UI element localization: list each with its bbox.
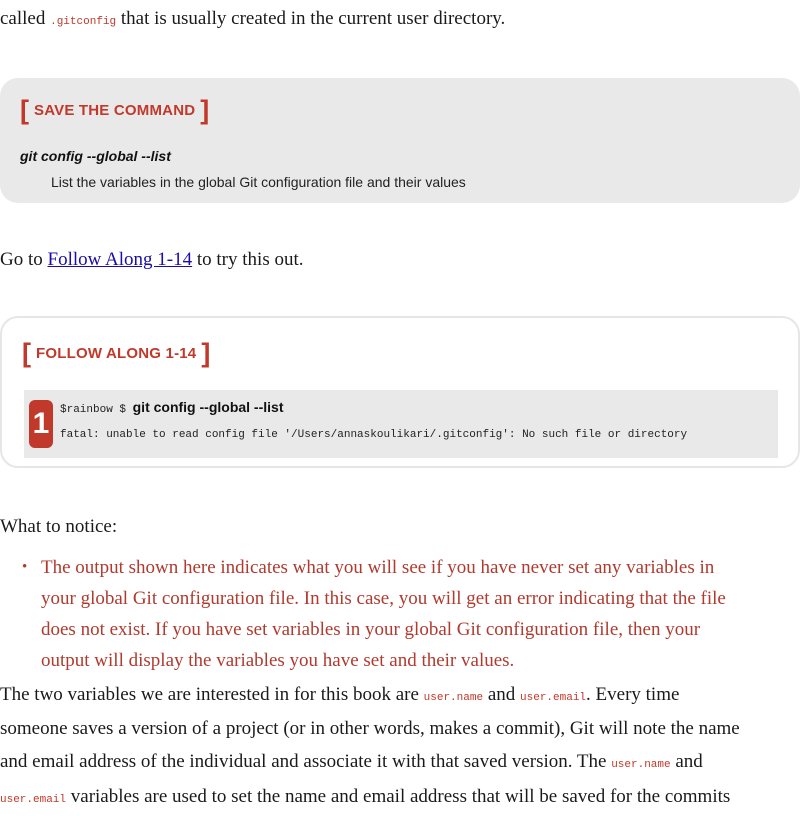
terminal-prompt-line — [60, 399, 284, 417]
gitconfig-code: .gitconfig — [50, 16, 117, 28]
terminal-command: git config --global --list — [132, 399, 284, 415]
closing-text: variables are used to set the name and email address that will be saved for the commits — [66, 786, 731, 807]
closing-line-4 — [0, 781, 800, 816]
closing-text: and email address of the individual and associate it with that saved version. The — [0, 751, 612, 772]
intro-text: called — [0, 8, 51, 29]
terminal-prompt: $rainbow $ — [60, 404, 133, 416]
saved-command-description: List the variables in the global Git configuration file and their values — [51, 174, 466, 190]
closing-line-2: someone saves a version of a project (or in other words, makes a commit), Git will note the name — [0, 718, 740, 739]
bracket-close: ] — [201, 338, 211, 368]
goto-text: Go to — [0, 249, 48, 270]
notice-heading: What to notice: — [0, 516, 118, 537]
notice-line: output will display the variables you have set and their values. — [41, 650, 515, 671]
intro-paragraph — [0, 3, 800, 38]
user-email-code: user.email — [520, 692, 587, 704]
save-command-title — [20, 97, 209, 124]
follow-along-heading: FOLLOW ALONG 1-14 — [36, 345, 197, 362]
closing-text: and — [483, 684, 521, 705]
closing-line-3 — [0, 746, 800, 781]
notice-line: does not exist. If you have set variables in your global Git configuration file, then your — [41, 619, 701, 640]
closing-line-1 — [0, 679, 800, 714]
goto-text-end: to try this out. — [192, 249, 304, 270]
saved-command: git config --global --list — [20, 148, 171, 164]
intro-text-end: that is usually created in the current user directory. — [116, 8, 506, 29]
bracket-close: ] — [200, 95, 210, 125]
terminal-output: fatal: unable to read config file '/Users/annaskoulikari/.gitconfig': No such file or directory — [60, 429, 688, 441]
user-email-code: user.email — [0, 794, 67, 806]
closing-text: . Every time — [586, 684, 680, 705]
closing-text: and — [670, 751, 703, 772]
follow-along-link[interactable]: Follow Along 1-14 — [47, 249, 193, 270]
user-name-code: user.name — [611, 759, 671, 771]
terminal-block — [24, 390, 778, 458]
bracket-open: [ — [20, 95, 29, 125]
user-name-code: user.name — [423, 692, 484, 704]
follow-along-title — [22, 340, 210, 367]
notice-item — [0, 552, 800, 676]
step-number-badge: 1 — [29, 400, 53, 448]
notice-list — [0, 552, 800, 676]
save-command-box — [0, 78, 800, 203]
goto-paragraph — [0, 244, 800, 275]
follow-along-box — [0, 316, 800, 468]
notice-line: your global Git configuration file. In this case, you will get an error indicating that the file — [41, 588, 726, 609]
bullet-icon: • — [22, 559, 28, 575]
notice-line: The output shown here indicates what you will see if you have never set any variables in — [41, 557, 715, 578]
save-command-heading: SAVE THE COMMAND — [34, 102, 196, 119]
closing-text: The two variables we are interested in for this book are — [0, 684, 424, 705]
bracket-open: [ — [22, 338, 31, 368]
